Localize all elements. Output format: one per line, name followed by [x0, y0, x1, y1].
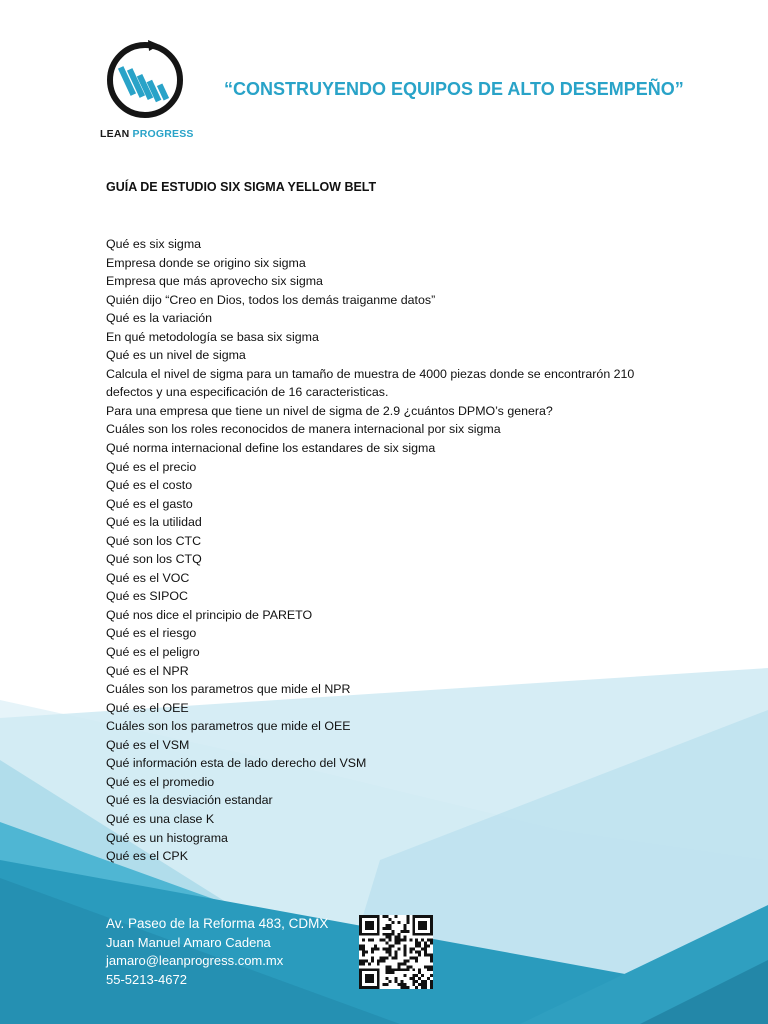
logo-mark-icon — [104, 36, 186, 122]
question-item: Qué es un nivel de sigma — [106, 348, 246, 363]
question-item: Qué son los CTC — [106, 533, 202, 548]
question-item: Para una empresa que tiene un nivel de sigma de 2.9 ¿cuántos DPMO’s genera? — [106, 403, 553, 418]
question-item: Qué es una clase K — [106, 811, 215, 826]
question-item: defectos y una especificación de 16 caracteristicas. — [106, 385, 389, 400]
question-item: Qué es la utilidad — [106, 515, 202, 530]
question-item: Cuáles son los parametros que mide el OEE — [106, 719, 351, 734]
question-item: Qué es un histograma — [106, 830, 228, 845]
question-item: Qué es el VOC — [106, 570, 190, 585]
headline: “CONSTRUYENDO EQUIPOS DE ALTO DESEMPEÑO” — [224, 79, 684, 99]
question-item: Qué información esta de lado derecho del VSM — [106, 756, 367, 771]
contact-address: Av. Paseo de la Reforma 483, CDMX — [106, 916, 329, 931]
question-item: Qué es SIPOC — [106, 589, 188, 604]
question-item: Qué nos dice el principio de PARETO — [106, 607, 313, 622]
brand-word-lean: LEAN — [100, 128, 133, 140]
contact-phone: 55-5213-4672 — [106, 971, 187, 987]
question-item: Quién dijo “Creo en Dios, todos los demás traiganme datos” — [106, 292, 436, 307]
question-item: Cuáles son los roles reconocidos de manera internacional por six sigma — [106, 422, 501, 437]
question-item: Qué es el peligro — [106, 645, 200, 660]
question-item: Qué es el riesgo — [106, 626, 197, 641]
question-item: Qué son los CTQ — [106, 552, 202, 567]
question-item: Qué es el NPR — [106, 663, 189, 678]
question-item: Cuáles son los parametros que mide el NPR — [106, 682, 351, 697]
question-item: Qué es el VSM — [106, 737, 190, 752]
question-item: Empresa donde se origino six sigma — [106, 255, 306, 270]
question-item: Qué es el CPK — [106, 849, 188, 864]
question-item: Qué es la variación — [106, 311, 213, 326]
brand-name — [100, 128, 200, 140]
brand-word-progress: PROGRESS — [132, 128, 194, 140]
question-list — [106, 235, 666, 866]
qr-code — [359, 915, 433, 989]
qr-code-icon — [359, 915, 433, 989]
question-item: Qué es la desviación estandar — [106, 793, 273, 808]
question-item: Qué es el gasto — [106, 496, 193, 511]
question-item: Qué es el precio — [106, 459, 197, 474]
contact-block — [106, 915, 356, 989]
question-item: Empresa que más aprovecho six sigma — [106, 274, 323, 289]
question-item: Qué es six sigma — [106, 237, 202, 251]
question-item: Qué es el costo — [106, 478, 193, 493]
contact-email: jamaro@leanprogress.com.mx — [106, 953, 284, 968]
contact-name: Juan Manuel Amaro Cadena — [106, 934, 271, 950]
question-item: Qué norma internacional define los estandares de six sigma — [106, 441, 436, 456]
question-item: Qué es el promedio — [106, 774, 215, 789]
question-item: En qué metodología se basa six sigma — [106, 329, 319, 344]
question-item: Qué es el OEE — [106, 700, 189, 715]
lean-progress-logo — [100, 36, 194, 146]
question-item: Calcula el nivel de sigma para un tamaño de muestra de 4000 piezas donde se encontrarón 210 — [106, 366, 635, 381]
document-title: GUÍA DE ESTUDIO SIX SIGMA YELLOW BELT — [106, 180, 377, 194]
